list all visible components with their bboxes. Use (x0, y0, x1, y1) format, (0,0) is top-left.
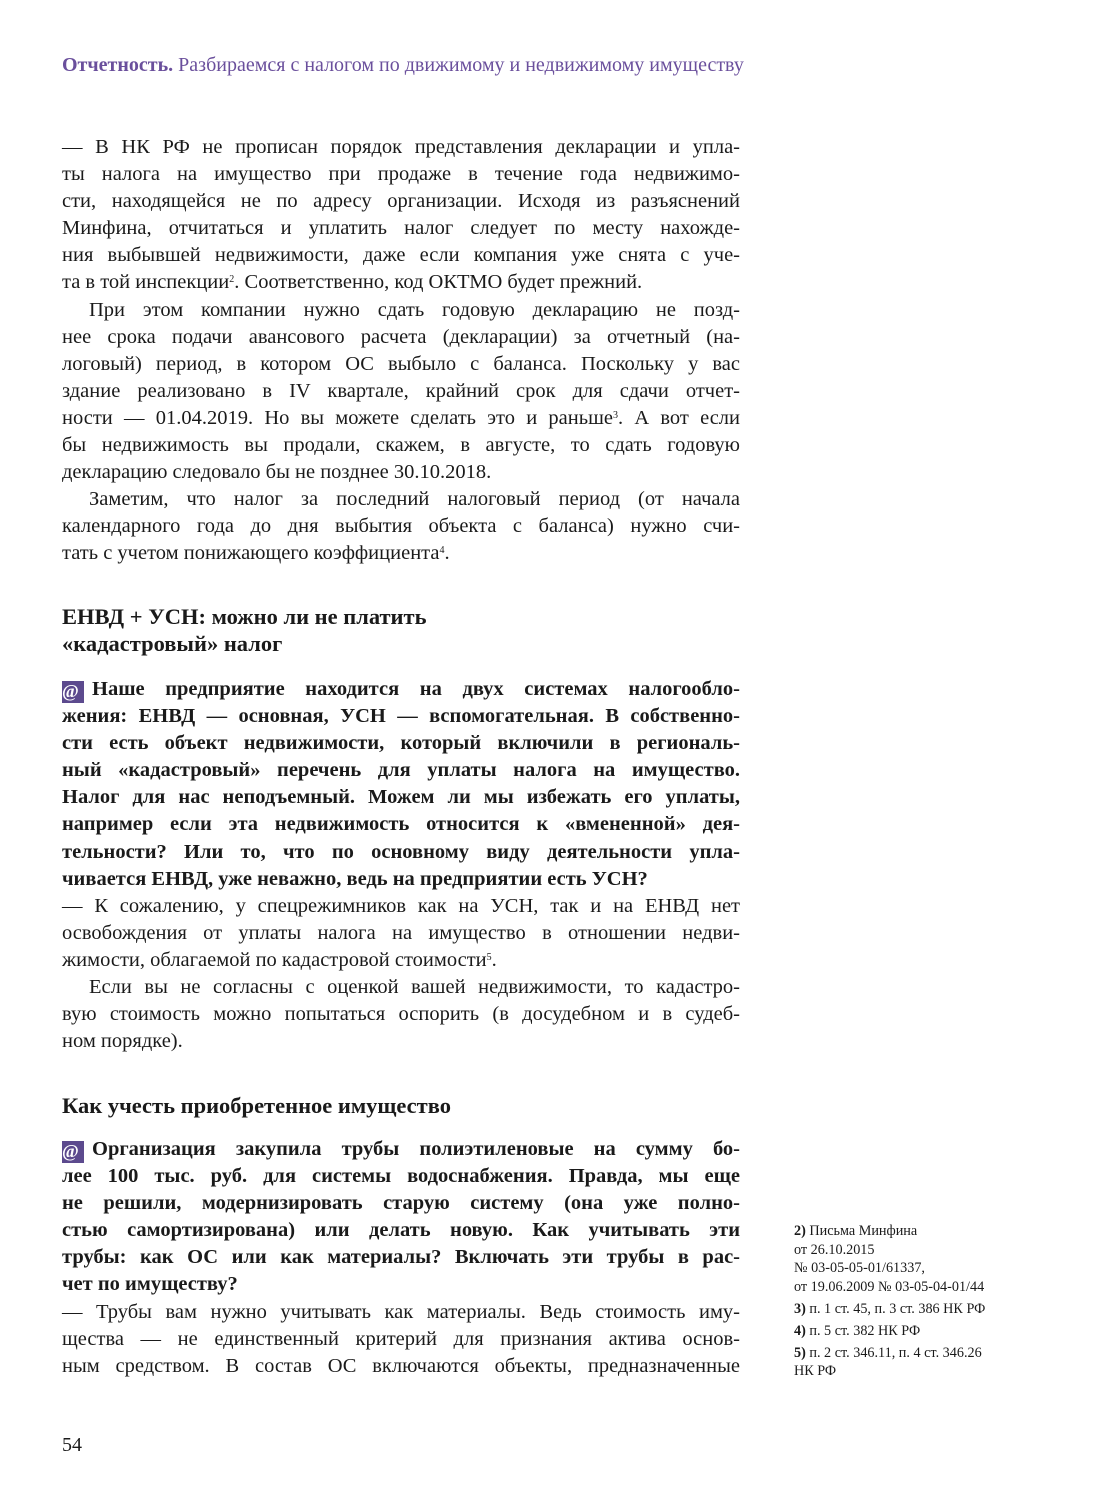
question-line: жения: ЕНВД — основная, УСН — вспомогательная. В собственно- (62, 705, 740, 728)
footnote-text: п. 5 ст. 382 НК РФ (809, 1322, 921, 1339)
paragraph (62, 486, 740, 567)
text-block (62, 893, 740, 1056)
footnote-line (794, 1322, 1054, 1341)
question-line (62, 676, 740, 703)
text-line: логовый) период, в котором ОС выбыло с баланса. Поскольку у вас (62, 352, 740, 375)
text-line: бы недвижимость вы продали, скажем, в августе, то сдать годовую (62, 434, 740, 457)
question-block (62, 676, 740, 893)
question-text: Организация закупила трубы полиэтиленовые на сумму бо- (92, 1138, 740, 1160)
question-line: например если эта недвижимость относится к «вмененной» дея- (62, 813, 740, 836)
text-line: ным средством. В состав ОС включаются объекты, предназначенные (62, 1355, 740, 1378)
footnote-number: 5) (794, 1344, 806, 1361)
page-number: 54 (62, 1434, 82, 1456)
text-line: ности — 01.04.2019. Но вы можете сделать это и раньше$^3$. А вот если (62, 406, 740, 429)
paragraph (62, 893, 740, 974)
footnote-ref: 4 (439, 545, 445, 557)
text-line: — Трубы вам нужно учитывать как материалы. Ведь стоимость иму- (62, 1301, 740, 1323)
paragraph (62, 297, 740, 487)
question-block (62, 1136, 740, 1299)
paragraph (62, 974, 740, 1055)
text-line: декларацию следовало бы не позднее 30.10.2018. (62, 461, 492, 484)
footnote-ref: 2 (229, 274, 235, 286)
footnote-line (794, 1300, 1054, 1319)
text-line: здание реализовано в IV квартале, крайний срок для сдачи отчет- (62, 379, 740, 402)
text-line: ния выбывшей недвижимости, даже если компания уже снята с уче- (62, 244, 740, 267)
text-line: При этом компании нужно сдать годовую декларацию не позд- (89, 298, 740, 321)
text-line: жимости, облагаемой по кадастровой стоимости$^5$. (62, 949, 497, 972)
footnote-line (794, 1222, 1054, 1241)
footnote-text: п. 1 ст. 45, п. 3 ст. 386 НК РФ (809, 1300, 986, 1317)
text-line: Если вы не согласны с оценкой вашей недвижимости, то кадастро- (89, 976, 740, 999)
question-line: лее 100 тыс. руб. для системы водоснабжения. Правда, мы еще (62, 1165, 740, 1188)
text-block (62, 1299, 740, 1380)
text-line: тать с учетом понижающего коэффициента$^4$. (62, 542, 450, 565)
footnote-line: от 26.10.2015 (794, 1241, 875, 1258)
text-line: календарного года до дня выбытия объекта с баланса) нужно счи- (62, 515, 740, 538)
question-line: стью самортизирована) или делать новую. Как учитывать эти (62, 1219, 740, 1242)
footnote-number: 4) (794, 1322, 806, 1339)
text-line: ты налога на имущество при продаже в течение года недвижимо- (62, 163, 740, 186)
question-line: Налог для нас неподъемный. Можем ли мы избежать его уплаты, (62, 786, 740, 809)
at-sign-icon: @ (62, 681, 84, 703)
text-line: та в той инспекции$^2$. Соответственно, код ОКТМО будет прежний. (62, 271, 643, 294)
section-heading (62, 603, 426, 657)
question-line: чивается ЕНВД, уже неважно, ведь на предприятии есть УСН? (62, 867, 648, 890)
question-line: не решили, модернизировать старую систему (она уже полно- (62, 1192, 740, 1215)
question-line: трубы: как ОС или как материалы? Включать эти трубы в рас- (62, 1246, 740, 1269)
header-title: Разбираемся с налогом по движимому и недвижимому имуществу (178, 54, 744, 76)
footnote-text: п. 2 ст. 346.11, п. 4 ст. 346.26 (809, 1344, 982, 1361)
heading-line: ЕНВД + УСН: можно ли не платить (62, 604, 427, 629)
question-line: сти есть объект недвижимости, который включили в региональ- (62, 732, 740, 755)
text-line: ном порядке). (62, 1030, 183, 1053)
footnote-line (794, 1344, 1054, 1363)
footnote-text: Письма Минфина (809, 1223, 918, 1239)
paragraph (62, 1299, 740, 1380)
question-line (62, 1136, 740, 1163)
header-section: Отчетность. (62, 54, 174, 76)
footnote-line: от 19.06.2009 № 03-05-04-01/44 (794, 1278, 985, 1295)
heading-line: «кадастровый» налог (62, 631, 283, 656)
paragraph (62, 134, 740, 297)
question-text: Наше предприятие находится на двух системах налогообло- (92, 678, 740, 700)
text-line: нее срока подачи авансового расчета (декларации) за отчетный (на- (62, 325, 740, 348)
footnote-line: № 03-05-05-01/61337, (794, 1260, 925, 1276)
footnote-number: 2) (794, 1223, 806, 1239)
section-heading (62, 1092, 451, 1119)
footnote-item (794, 1300, 1054, 1319)
question-line: чет по имуществу? (62, 1273, 238, 1296)
footnote-ref: 3 (612, 409, 618, 421)
footnote-item (794, 1322, 1054, 1341)
text-line: — В НК РФ не прописан порядок представления декларации и упла- (62, 136, 740, 158)
question-line: ный «кадастровый» перечень для уплаты налога на имущество. (62, 759, 740, 782)
text-line: освобождения от уплаты налога на имущество в отношении недви- (62, 922, 740, 945)
running-header (62, 54, 744, 77)
at-sign-icon: @ (62, 1141, 84, 1163)
footnote-item (794, 1344, 1054, 1381)
question-line: тельности? Или то, что по основному виду деятельности упла- (62, 840, 740, 863)
footnotes (794, 1222, 1054, 1384)
text-line: Заметим, что налог за последний налоговый период (от начала (89, 488, 740, 511)
text-line: щества — не единственный критерий для признания актива основ- (62, 1328, 740, 1351)
heading-line: Как учесть приобретенное имущество (62, 1093, 451, 1118)
text-line: Минфина, отчитаться и уплатить налог следует по месту нахожде- (62, 217, 740, 240)
footnote-number: 3) (794, 1300, 806, 1317)
footnote-line: НК РФ (794, 1363, 837, 1379)
footnote-ref: 5 (486, 952, 492, 964)
text-block (62, 134, 740, 568)
text-line: вую стоимость можно попытаться оспорить (в досудебном и в судеб- (62, 1003, 740, 1026)
footnote-item (794, 1222, 1054, 1296)
text-line: — К сожалению, у спецрежимников как на УСН, так и на ЕНВД нет (62, 895, 740, 917)
text-line: сти, находящейся не по адресу организации. Исходя из разъяснений (62, 190, 740, 213)
